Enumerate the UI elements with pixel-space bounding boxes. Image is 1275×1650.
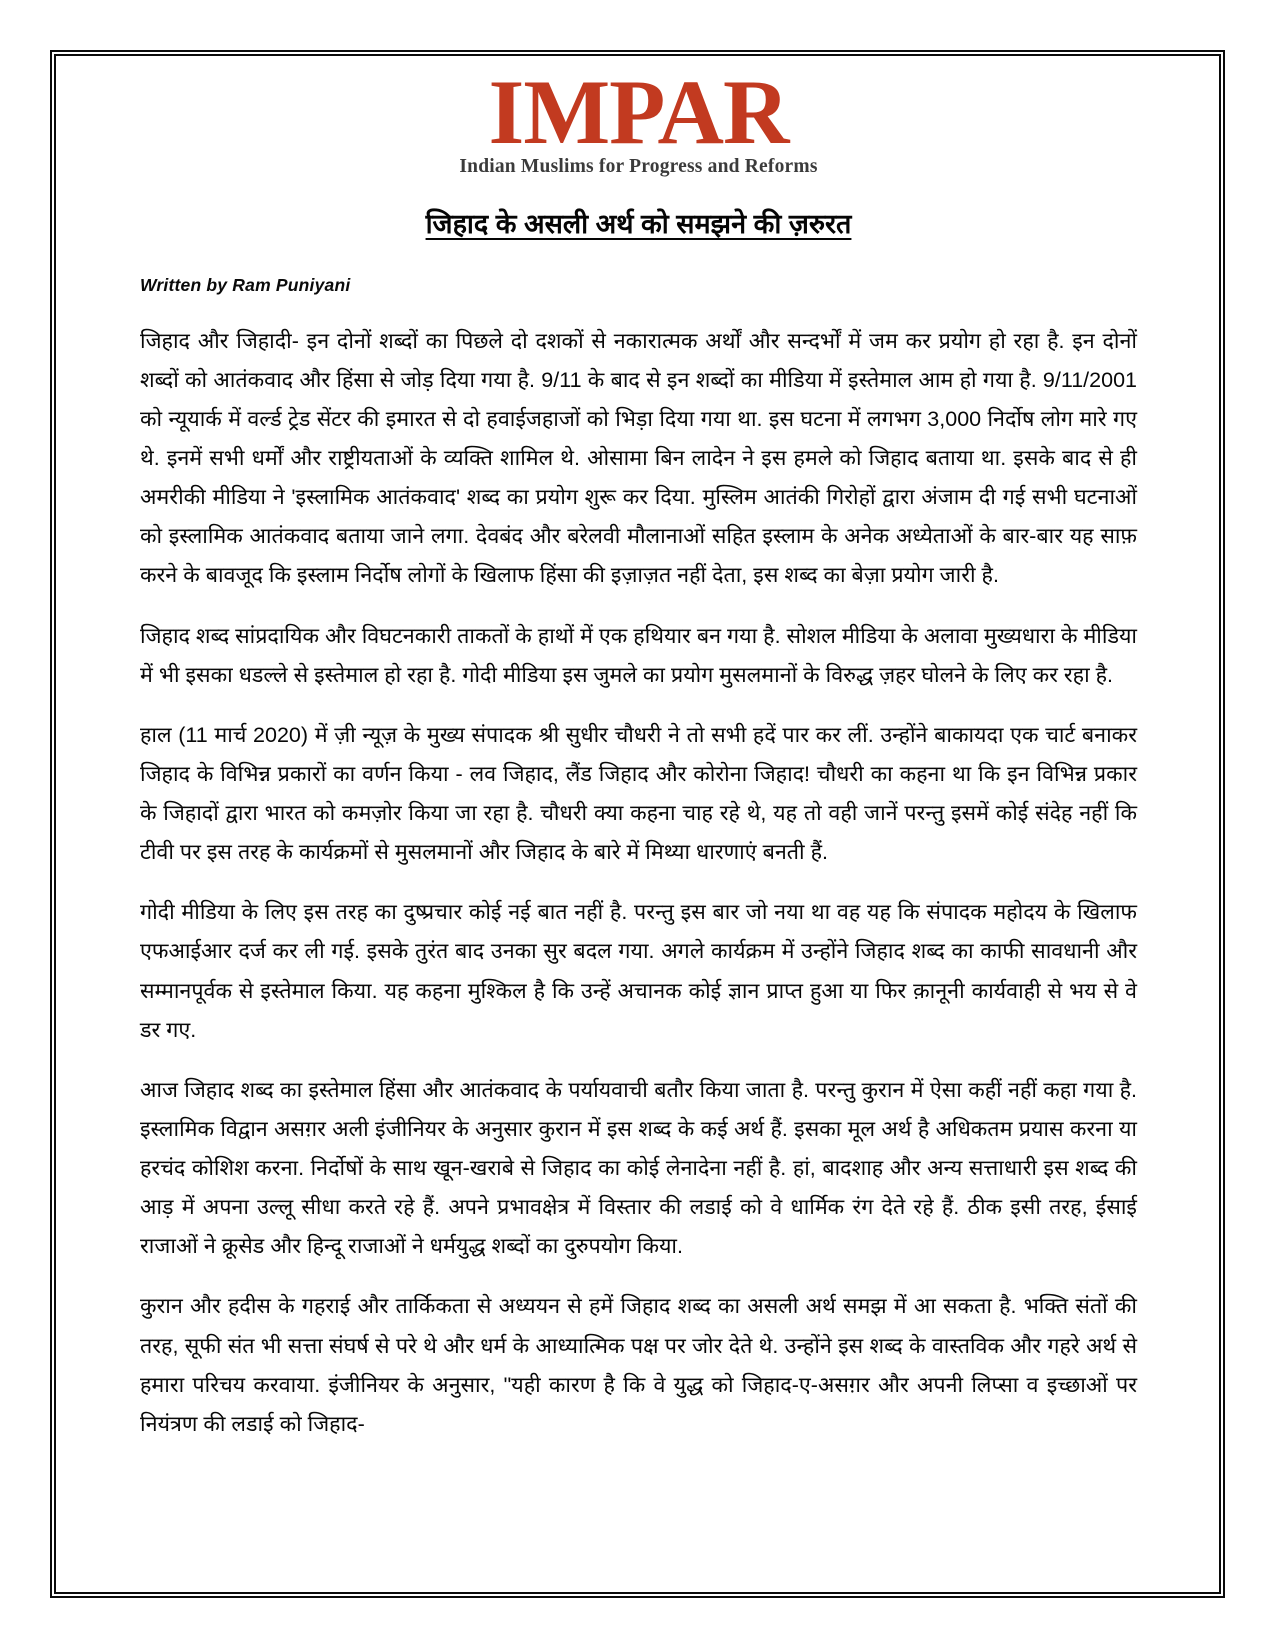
impar-logo-text: IMPAR xyxy=(488,61,789,163)
article-body xyxy=(140,322,1137,1444)
page-border-frame xyxy=(50,50,1225,1598)
impar-logo xyxy=(140,61,1137,178)
impar-logo-tagline: Indian Muslims for Progress and Reforms xyxy=(459,155,818,177)
article-paragraph: गोदी मीडिया के लिए इस तरह का दुष्प्रचार कोई नई बात नहीं है. परन्तु इस बार जो नया था वह यह कि संपादक महोदय के खिलाफ एफआईआर दर्ज कर ली गई. इसके तुरंत बाद उनका सुर बदल गया. अगले कार्यक्रम में उन्होंने जिहाद शब्द का काफी सावधानी और सम्मानपूर्वक से इस्तेमाल किया. यह कहना मुश्किल है कि उन्हें अचानक कोई ज्ञान प्राप्त हुआ या फिर क़ानूनी कार्यवाही से भय से वे डर गए. xyxy=(140,900,1137,1042)
article-paragraph: हाल (11 मार्च 2020) में ज़ी न्यूज़ के मुख्य संपादक श्री सुधीर चौधरी ने तो सभी हदें पार कर लीं. उन्होंने बाकायदा एक चार्ट बनाकर जिहाद के विभिन्न प्रकारों का वर्णन किया - लव जिहाद, लैंड जिहाद और कोरोना जिहाद! चौधरी का कहना था कि इन विभिन्न प्रकार के जिहादों द्वारा भारत को कमज़ोर किया जा रहा है. चौधरी क्या कहना चाह रहे थे, यह तो वही जानें परन्तु इसमें कोई संदेह नहीं कि टीवी पर इस तरह के कार्यक्रमों से मुसलमानों और जिहाद के बारे में मिथ्या धारणाएं बनती हैं. xyxy=(140,722,1137,865)
article-byline: Written by Ram Puniyani xyxy=(140,274,351,295)
article-paragraph: आज जिहाद शब्द का इस्तेमाल हिंसा और आतंकवाद के पर्यायवाची बतौर किया जाता है. परन्तु कुरान में ऐसा कहीं नहीं कहा गया है. इस्लामिक विद्वान असग़र अली इंजीनियर के अनुसार कुरान में इस शब्द के कई अर्थ हैं. इसका मूल अर्थ है अधिकतम प्रयास करना या हरचंद कोशिश करना. निर्दोषों के साथ खून-खराबे से जिहाद का कोई लेनादेना नहीं है. हां, बादशाह और अन्य सत्ताधारी इस शब्द की आड़ में अपना उल्लू सीधा करते रहे हैं. अपने प्रभावक्षेत्र में विस्तार की लडाई को वे धार्मिक रंग देते रहे हैं. ठीक इसी तरह, ईसाई राजाओं ने क्रूसेड और हिन्दू राजाओं ने धर्मयुद्ध शब्दों का दुरुपयोग किया. xyxy=(140,1077,1137,1259)
article-paragraph: जिहाद शब्द सांप्रदायिक और विघटनकारी ताकतों के हाथों में एक हथियार बन गया है. सोशल मीडिया के अलावा मुख्यधारा के मीडिया में भी इसका धडल्ले से इस्तेमाल हो रहा है. गोदी मीडिया इस जुमले का प्रयोग मुसलमानों के विरुद्ध ज़हर घोलने के लिए कर रहा है. xyxy=(140,623,1137,687)
article-paragraph: कुरान और हदीस के गहराई और तार्किकता से अध्ययन से हमें जिहाद शब्द का असली अर्थ समझ में आ सकता है. भक्ति संतों की तरह, सूफी संत भी सत्ता संघर्ष से परे थे और धर्म के आध्यात्मिक पक्ष पर जोर देते थे. उन्होंने इस शब्द के वास्तविक और गहरे अर्थ से हमारा परिचय करवाया. इंजीनियर के अनुसार, "यही कारण है कि वे युद्ध को जिहाद-ए-असग़र और अपनी लिप्सा व इच्छाओं पर नियंत्रण की लडाई को जिहाद- xyxy=(140,1294,1137,1436)
article-title: जिहाद के असली अर्थ को समझने की ज़रुरत xyxy=(425,208,852,239)
article-paragraph: जिहाद और जिहादी- इन दोनों शब्दों का पिछले दो दशकों से नकारात्मक अर्थों और सन्दर्भों में जम कर प्रयोग हो रहा है. इन दोनों शब्दों को आतंकवाद और हिंसा से जोड़ दिया गया है. 9/11 के बाद से इन शब्दों का मीडिया में इस्तेमाल आम हो गया है. 9/11/2001 को न्यूयार्क में वर्ल्ड ट्रेड सेंटर की इमारत से दो हवाईजहाजों को भिड़ा दिया गया था. इस घटना में लगभग 3,000 निर्दोष लोग मारे गए थे. इनमें सभी धर्मों और राष्ट्रीयताओं के व्यक्ति शामिल थे. ओसामा बिन लादेन ने इस हमले को जिहाद बताया था. इसके बाद से ही अमरीकी मीडिया ने 'इस्लामिक आतंकवाद' शब्द का प्रयोग शुरू कर दिया. मुस्लिम आतंकी गिरोहों द्वारा अंजाम दी गई सभी घटनाओं को इस्लामिक आतंकवाद बताया जाने लगा. देवबंद और बरेलवी मौलानाओं सहित इस्लाम के अनेक अध्येताओं के बार-बार यह साफ़ करने के बावजूद कि इस्लाम निर्दोष लोगों के खिलाफ हिंसा की इज़ाज़त नहीं देता, इस शब्द का बेज़ा प्रयोग जारी है. xyxy=(140,328,1137,588)
